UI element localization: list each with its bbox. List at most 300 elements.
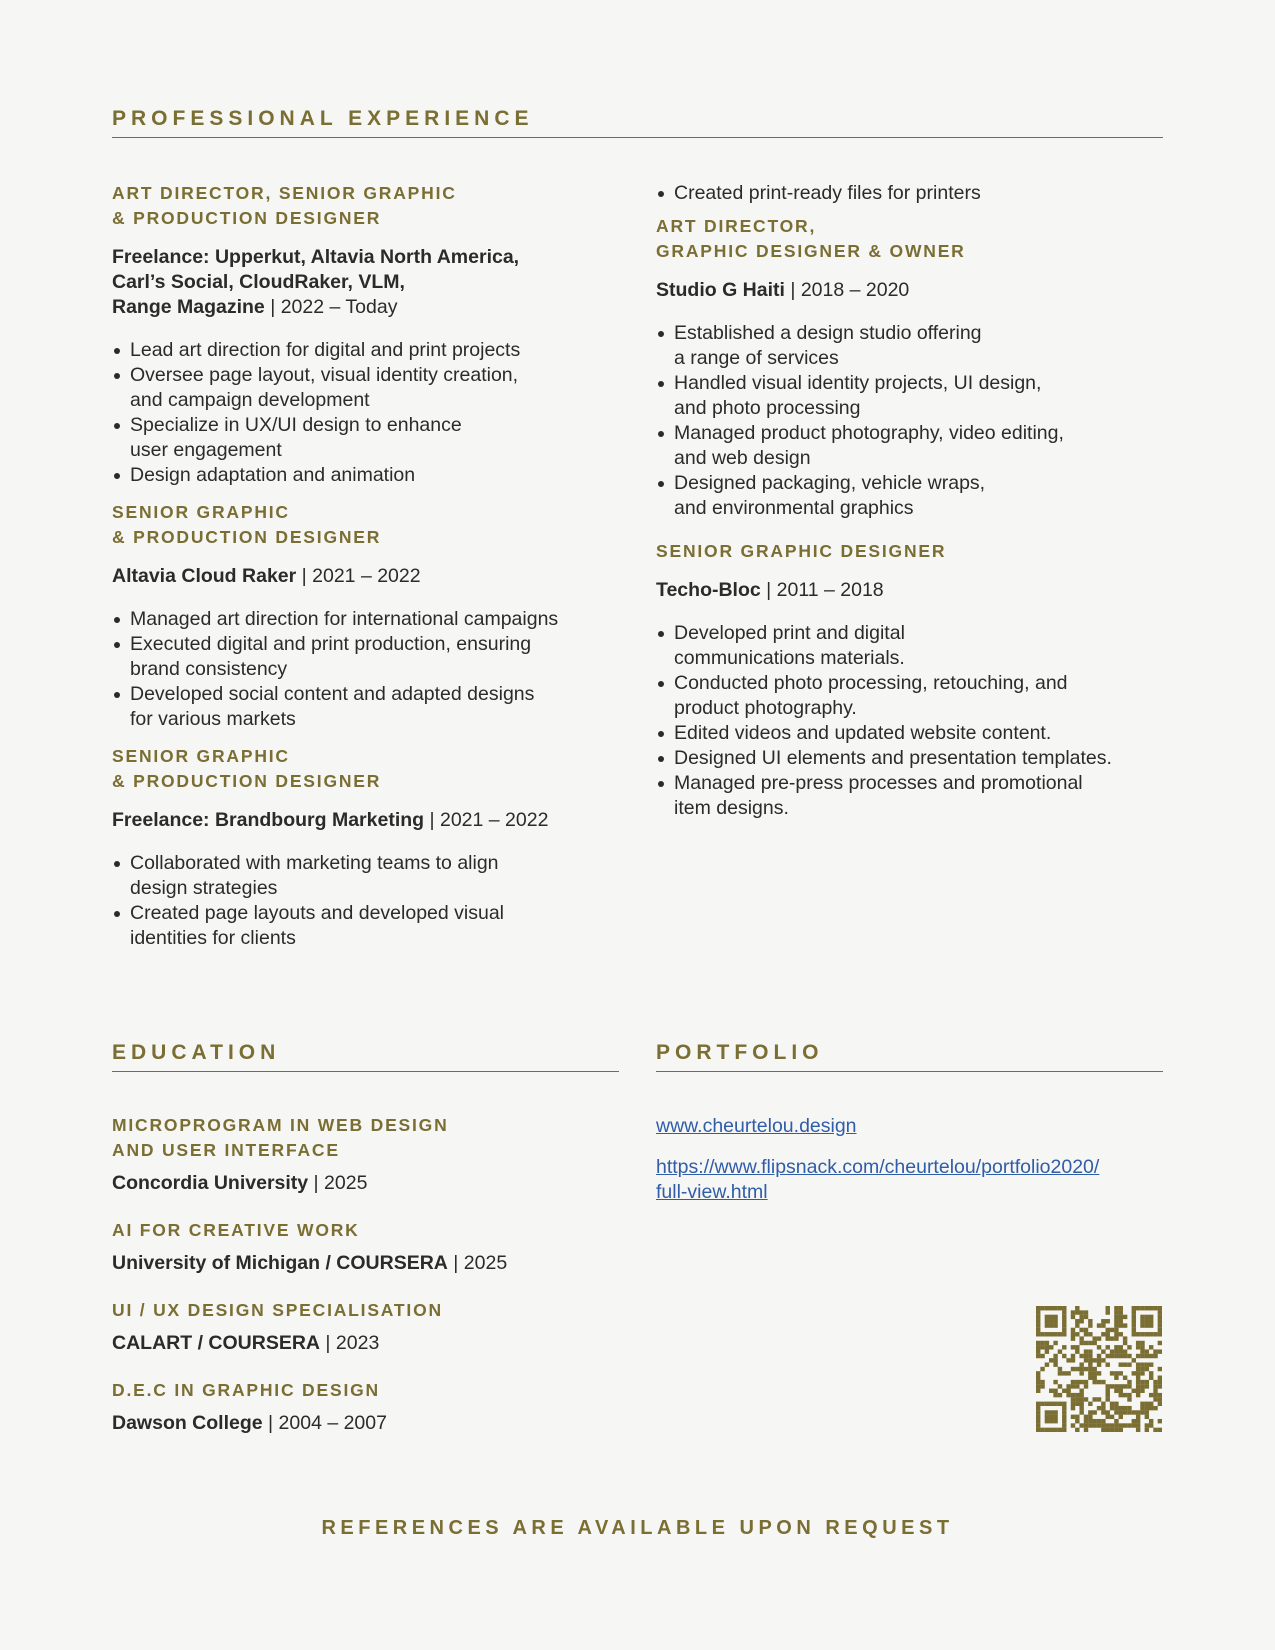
qr-module <box>1036 1332 1040 1336</box>
qr-module <box>1145 1380 1149 1384</box>
qr-module <box>1136 1367 1140 1371</box>
education-years: 2023 <box>335 1332 380 1354</box>
qr-module <box>1140 1306 1144 1310</box>
qr-module <box>1140 1354 1144 1358</box>
qr-module <box>1075 1415 1079 1419</box>
qr-module <box>1088 1341 1092 1345</box>
qr-module <box>1071 1397 1075 1401</box>
qr-module <box>1149 1376 1153 1380</box>
qr-module <box>1140 1345 1144 1349</box>
qr-module <box>1075 1349 1079 1353</box>
qr-module <box>1101 1428 1105 1432</box>
qr-module <box>1158 1319 1162 1323</box>
qr-module <box>1053 1393 1057 1397</box>
qr-module <box>1053 1341 1057 1345</box>
qr-module <box>1158 1310 1162 1314</box>
qr-module <box>1071 1336 1075 1340</box>
qr-module <box>1079 1393 1083 1397</box>
qr-module <box>1045 1319 1049 1323</box>
qr-module <box>1075 1319 1079 1323</box>
qr-module <box>1071 1367 1075 1371</box>
qr-module <box>1149 1423 1153 1427</box>
education-list <box>112 1113 632 1458</box>
qr-module <box>1088 1358 1092 1362</box>
qr-module <box>1158 1341 1162 1345</box>
qr-module <box>1123 1410 1127 1414</box>
qr-module <box>1101 1406 1105 1410</box>
qr-module <box>1145 1415 1149 1419</box>
job-organization: Techo-Bloc | 2011 – 2018 <box>656 579 884 601</box>
job-bullets <box>656 321 1163 521</box>
job-years: 2018 – 2020 <box>800 279 910 301</box>
qr-module <box>1079 1371 1083 1375</box>
qr-module <box>1062 1371 1066 1375</box>
qr-module <box>1036 1428 1040 1432</box>
education-title: AI FOR CREATIVE WORK <box>112 1220 360 1240</box>
qr-module <box>1158 1306 1162 1310</box>
qr-module <box>1040 1341 1044 1345</box>
education-institution: Concordia University | 2025 <box>112 1172 368 1194</box>
qr-module <box>1123 1336 1127 1340</box>
qr-module <box>1088 1367 1092 1371</box>
qr-module <box>1132 1328 1136 1332</box>
qr-module <box>1114 1354 1118 1358</box>
education-heading: EDUCATION <box>112 1041 281 1064</box>
job-organization: Altavia Cloud Raker | 2021 – 2022 <box>112 565 421 587</box>
qr-module <box>1097 1345 1101 1349</box>
qr-module <box>1097 1423 1101 1427</box>
qr-module <box>1110 1354 1114 1358</box>
qr-module <box>1079 1319 1083 1323</box>
qr-module <box>1123 1406 1127 1410</box>
qr-module <box>1101 1419 1105 1423</box>
qr-module <box>1132 1419 1136 1423</box>
qr-module <box>1127 1397 1131 1401</box>
qr-module <box>1062 1328 1066 1332</box>
qr-module <box>1149 1362 1153 1366</box>
qr-module <box>1158 1402 1162 1406</box>
portfolio-link[interactable]: www.cheurtelou.design <box>656 1115 857 1137</box>
qr-module <box>1136 1354 1140 1358</box>
qr-module <box>1045 1341 1049 1345</box>
qr-module <box>1140 1315 1144 1319</box>
qr-module <box>1036 1310 1040 1314</box>
qr-module <box>1114 1310 1118 1314</box>
qr-module <box>1127 1406 1131 1410</box>
job-years: 2021 – 2022 <box>312 565 421 587</box>
qr-module <box>1114 1402 1118 1406</box>
qr-module <box>1114 1423 1118 1427</box>
bullet-item: Executed digital and print production, ensuring brand consistency <box>112 632 632 682</box>
qr-module <box>1084 1419 1088 1423</box>
qr-module <box>1088 1371 1092 1375</box>
qr-module <box>1136 1376 1140 1380</box>
qr-module <box>1079 1380 1083 1384</box>
qr-module <box>1106 1354 1110 1358</box>
qr-module <box>1036 1328 1040 1332</box>
job-organization: Studio G Haiti | 2018 – 2020 <box>656 279 910 301</box>
qr-module <box>1132 1315 1136 1319</box>
qr-module <box>1049 1428 1053 1432</box>
qr-module <box>1084 1428 1088 1432</box>
qr-module <box>1071 1406 1075 1410</box>
qr-module <box>1106 1332 1110 1336</box>
qr-module <box>1158 1376 1162 1380</box>
job-organization: Freelance: Brandbourg Marketing | 2021 – 2022 <box>112 809 549 831</box>
qr-module <box>1049 1319 1053 1323</box>
qr-module <box>1066 1371 1070 1375</box>
qr-module <box>1079 1389 1083 1393</box>
qr-module <box>1097 1397 1101 1401</box>
qr-module <box>1127 1410 1131 1414</box>
qr-module <box>1049 1415 1053 1419</box>
qr-module <box>1119 1428 1123 1432</box>
qr-module <box>1153 1389 1157 1393</box>
qr-module <box>1040 1345 1044 1349</box>
qr-module <box>1079 1410 1083 1414</box>
education-years: 2025 <box>324 1172 368 1194</box>
qr-module <box>1158 1397 1162 1401</box>
qr-module <box>1114 1306 1118 1310</box>
qr-module <box>1158 1323 1162 1327</box>
qr-module <box>1053 1380 1057 1384</box>
qr-module <box>1092 1419 1096 1423</box>
portfolio-heading: PORTFOLIO <box>656 1041 824 1064</box>
qr-module <box>1040 1306 1044 1310</box>
qr-module <box>1079 1362 1083 1366</box>
qr-module <box>1101 1349 1105 1353</box>
job-bullets <box>656 621 1163 821</box>
qr-module <box>1053 1332 1057 1336</box>
qr-module <box>1106 1397 1110 1401</box>
qr-module <box>1158 1349 1162 1353</box>
qr-module <box>1079 1354 1083 1358</box>
qr-module <box>1110 1423 1114 1427</box>
bullet-item: Edited videos and updated website content. <box>656 721 1163 746</box>
qr-module <box>1123 1323 1127 1327</box>
qr-module <box>1119 1315 1123 1319</box>
qr-module <box>1036 1380 1040 1384</box>
qr-module <box>1049 1323 1053 1327</box>
qr-module <box>1114 1315 1118 1319</box>
qr-module <box>1049 1410 1053 1414</box>
qr-module <box>1145 1354 1149 1358</box>
qr-module <box>1145 1349 1149 1353</box>
qr-module <box>1114 1384 1118 1388</box>
qr-module <box>1088 1323 1092 1327</box>
bullet-item: Lead art direction for digital and print projects <box>112 338 632 363</box>
qr-module <box>1136 1371 1140 1375</box>
qr-module <box>1119 1310 1123 1314</box>
qr-module <box>1132 1332 1136 1336</box>
qr-module <box>1049 1332 1053 1336</box>
qr-module <box>1097 1380 1101 1384</box>
qr-module <box>1062 1323 1066 1327</box>
qr-module <box>1036 1319 1040 1323</box>
qr-module <box>1140 1367 1144 1371</box>
qr-module <box>1136 1345 1140 1349</box>
qr-module <box>1136 1384 1140 1388</box>
qr-module <box>1114 1410 1118 1414</box>
qr-module <box>1114 1323 1118 1327</box>
qr-module <box>1114 1328 1118 1332</box>
qr-module <box>1101 1380 1105 1384</box>
qr-module <box>1114 1336 1118 1340</box>
qr-module <box>1058 1371 1062 1375</box>
qr-module <box>1036 1410 1040 1414</box>
qr-module <box>1101 1319 1105 1323</box>
job-bullets <box>112 338 632 488</box>
bullet-item: Designed UI elements and presentation templates. <box>656 746 1163 771</box>
qr-module <box>1079 1310 1083 1314</box>
bullet-item: Oversee page layout, visual identity creation, and campaign development <box>112 363 632 413</box>
qr-module <box>1145 1384 1149 1388</box>
job-entry <box>112 500 632 732</box>
qr-module <box>1036 1402 1040 1406</box>
qr-module <box>1132 1306 1136 1310</box>
qr-module <box>1132 1319 1136 1323</box>
qr-module <box>1145 1362 1149 1366</box>
portfolio-rule <box>656 1071 1163 1072</box>
qr-module <box>1066 1389 1070 1393</box>
qr-module <box>1053 1410 1057 1414</box>
qr-module <box>1053 1402 1057 1406</box>
qr-module <box>1136 1306 1140 1310</box>
bullet-item: Designed packaging, vehicle wraps, and environmental graphics <box>656 471 1163 521</box>
qr-module <box>1088 1376 1092 1380</box>
qr-module <box>1075 1380 1079 1384</box>
qr-module <box>1036 1423 1040 1427</box>
qr-module <box>1158 1384 1162 1388</box>
qr-module <box>1053 1362 1057 1366</box>
qr-module <box>1123 1423 1127 1427</box>
qr-module <box>1145 1428 1149 1432</box>
qr-module <box>1062 1332 1066 1336</box>
qr-module <box>1084 1349 1088 1353</box>
qr-module <box>1106 1336 1110 1340</box>
qr-module <box>1075 1345 1079 1349</box>
qr-module <box>1149 1406 1153 1410</box>
qr-module <box>1075 1384 1079 1388</box>
qr-module <box>1132 1358 1136 1362</box>
qr-module <box>1040 1384 1044 1388</box>
experience-right-column <box>656 181 1163 833</box>
qr-module <box>1088 1419 1092 1423</box>
qr-module <box>1106 1415 1110 1419</box>
job-entry <box>656 214 1163 521</box>
qr-module <box>1127 1380 1131 1384</box>
qr-module <box>1140 1362 1144 1366</box>
qr-module <box>1145 1319 1149 1323</box>
qr-module <box>1084 1332 1088 1336</box>
qr-module <box>1123 1354 1127 1358</box>
qr-module <box>1106 1306 1110 1310</box>
qr-module <box>1106 1393 1110 1397</box>
qr-module <box>1110 1415 1114 1419</box>
qr-module <box>1145 1406 1149 1410</box>
qr-module <box>1106 1428 1110 1432</box>
bullet-item: Managed product photography, video editing, and web design <box>656 421 1163 471</box>
qr-module <box>1062 1428 1066 1432</box>
qr-module <box>1153 1384 1157 1388</box>
qr-module <box>1136 1393 1140 1397</box>
qr-module <box>1071 1415 1075 1419</box>
qr-module <box>1097 1354 1101 1358</box>
qr-module <box>1136 1341 1140 1345</box>
job-years: 2022 – Today <box>280 296 398 318</box>
qr-module <box>1053 1428 1057 1432</box>
qr-module <box>1127 1354 1131 1358</box>
qr-module <box>1066 1384 1070 1388</box>
qr-module <box>1145 1332 1149 1336</box>
job-title: ART DIRECTOR, GRAPHIC DESIGNER & OWNER <box>656 216 966 261</box>
qr-module <box>1149 1315 1153 1319</box>
qr-module <box>1119 1384 1123 1388</box>
qr-module <box>1075 1393 1079 1397</box>
qr-module <box>1153 1406 1157 1410</box>
qr-module <box>1097 1419 1101 1423</box>
qr-module <box>1106 1328 1110 1332</box>
qr-module <box>1079 1315 1083 1319</box>
qr-module <box>1123 1384 1127 1388</box>
qr-module <box>1036 1384 1040 1388</box>
qr-module <box>1101 1323 1105 1327</box>
qr-module <box>1097 1371 1101 1375</box>
experience-heading: PROFESSIONAL EXPERIENCE <box>112 107 534 130</box>
qr-module <box>1084 1415 1088 1419</box>
qr-module <box>1132 1323 1136 1327</box>
education-title: UI / UX DESIGN SPECIALISATION <box>112 1300 443 1320</box>
qr-module <box>1084 1367 1088 1371</box>
qr-module <box>1106 1423 1110 1427</box>
qr-module <box>1140 1384 1144 1388</box>
qr-module <box>1149 1306 1153 1310</box>
qr-module <box>1119 1349 1123 1353</box>
job-entry <box>112 744 632 951</box>
qr-module <box>1145 1315 1149 1319</box>
qr-module <box>1106 1410 1110 1414</box>
bullet-item: Design adaptation and animation <box>112 463 632 488</box>
qr-module <box>1075 1419 1079 1423</box>
education-title: MICROPROGRAM IN WEB DESIGN AND USER INTERFACE <box>112 1115 449 1160</box>
qr-module <box>1149 1345 1153 1349</box>
qr-module <box>1153 1397 1157 1401</box>
qr-module <box>1123 1315 1127 1319</box>
job-years: 2021 – 2022 <box>439 809 549 831</box>
qr-module <box>1123 1349 1127 1353</box>
qr-module <box>1119 1354 1123 1358</box>
qr-module <box>1071 1380 1075 1384</box>
qr-module <box>1049 1419 1053 1423</box>
qr-module <box>1136 1423 1140 1427</box>
qr-module <box>1110 1402 1114 1406</box>
qr-module <box>1114 1319 1118 1323</box>
qr-module <box>1119 1406 1123 1410</box>
qr-module <box>1058 1349 1062 1353</box>
qr-module <box>1106 1345 1110 1349</box>
portfolio-link[interactable]: https://www.flipsnack.com/cheurtelou/portfolio2020/ full-view.html <box>656 1156 1100 1203</box>
qr-module <box>1062 1310 1066 1314</box>
qr-module <box>1114 1428 1118 1432</box>
qr-module <box>1053 1419 1057 1423</box>
qr-module <box>1158 1428 1162 1432</box>
qr-module <box>1071 1402 1075 1406</box>
qr-module <box>1123 1362 1127 1366</box>
qr-module <box>1136 1380 1140 1384</box>
qr-code-icon[interactable] <box>1036 1306 1162 1432</box>
qr-module <box>1066 1358 1070 1362</box>
qr-module <box>1062 1423 1066 1427</box>
qr-module <box>1058 1428 1062 1432</box>
qr-module <box>1114 1389 1118 1393</box>
qr-module <box>1092 1410 1096 1414</box>
bullet-item: Established a design studio offering a range of services <box>656 321 1163 371</box>
qr-module <box>1036 1406 1040 1410</box>
qr-module <box>1114 1332 1118 1336</box>
qr-module <box>1119 1319 1123 1323</box>
qr-module <box>1066 1393 1070 1397</box>
qr-module <box>1149 1402 1153 1406</box>
qr-module <box>1123 1393 1127 1397</box>
qr-module <box>1036 1354 1040 1358</box>
qr-module <box>1075 1332 1079 1336</box>
qr-module <box>1084 1354 1088 1358</box>
qr-module <box>1062 1410 1066 1414</box>
qr-module <box>1114 1349 1118 1353</box>
education-rule <box>112 1071 619 1072</box>
qr-module <box>1119 1323 1123 1327</box>
qr-module <box>1088 1354 1092 1358</box>
qr-module <box>1084 1310 1088 1314</box>
qr-module <box>1088 1319 1092 1323</box>
qr-module <box>1110 1428 1114 1432</box>
qr-module <box>1153 1306 1157 1310</box>
qr-module <box>1058 1384 1062 1388</box>
qr-module <box>1045 1332 1049 1336</box>
qr-module <box>1088 1410 1092 1414</box>
qr-module <box>1036 1371 1040 1375</box>
qr-module <box>1119 1389 1123 1393</box>
qr-module <box>1119 1423 1123 1427</box>
bullet-item: Developed social content and adapted designs for various markets <box>112 682 632 732</box>
bullet-item: Managed pre-press processes and promotional item designs. <box>656 771 1163 821</box>
qr-module <box>1075 1367 1079 1371</box>
qr-module <box>1132 1389 1136 1393</box>
qr-module <box>1088 1362 1092 1366</box>
qr-module <box>1036 1389 1040 1393</box>
qr-module <box>1136 1332 1140 1336</box>
education-years: 2025 <box>463 1252 508 1274</box>
qr-module <box>1045 1345 1049 1349</box>
qr-module <box>1084 1358 1088 1362</box>
qr-module <box>1158 1380 1162 1384</box>
qr-module <box>1092 1367 1096 1371</box>
experience-left-column <box>112 181 632 963</box>
qr-module <box>1114 1376 1118 1380</box>
qr-module <box>1084 1328 1088 1332</box>
qr-module <box>1119 1410 1123 1414</box>
qr-module <box>1062 1419 1066 1423</box>
job-entry <box>656 539 1163 821</box>
qr-module <box>1079 1328 1083 1332</box>
qr-module <box>1114 1371 1118 1375</box>
qr-module <box>1058 1367 1062 1371</box>
job-title: SENIOR GRAPHIC & PRODUCTION DESIGNER <box>112 502 382 547</box>
qr-module <box>1079 1367 1083 1371</box>
qr-module <box>1136 1419 1140 1423</box>
qr-module <box>1084 1423 1088 1427</box>
qr-module <box>1140 1389 1144 1393</box>
